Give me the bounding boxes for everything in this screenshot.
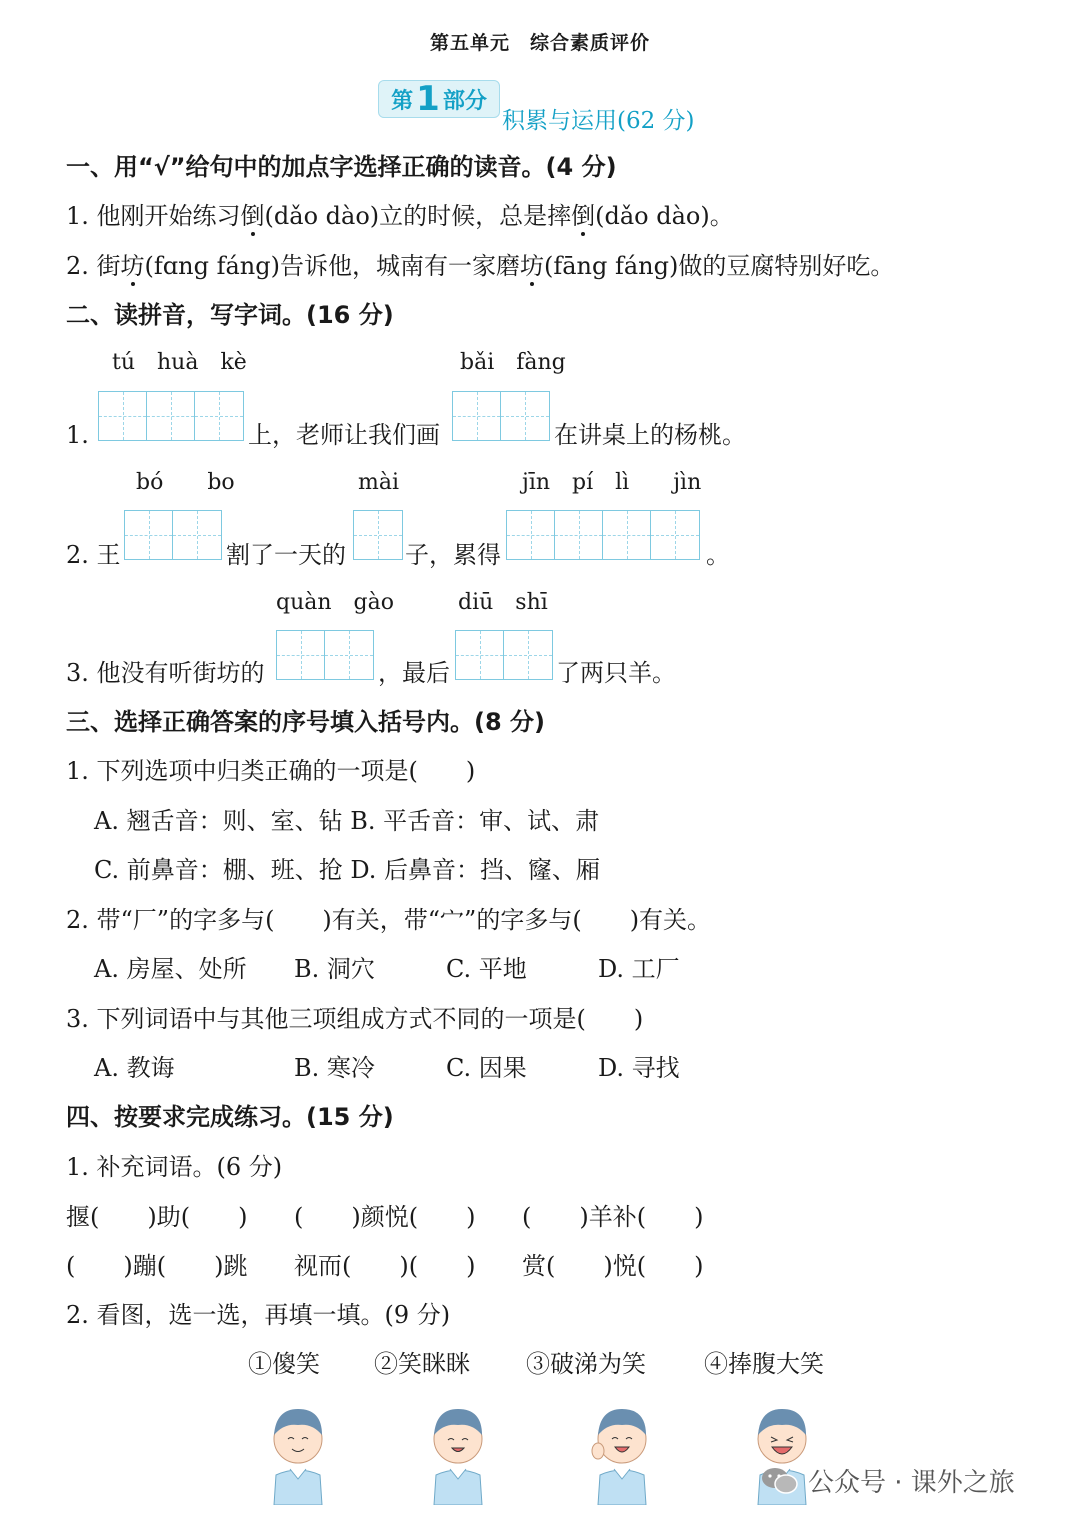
text: 3. 他没有听街坊的 — [66, 659, 265, 687]
page-title: 第五单元 综合素质评价 — [429, 32, 650, 54]
q3-options-cd: C. 前鼻音：棚、班、抢 D. 后鼻音：挡、窿、厢 — [94, 856, 601, 884]
pinyin: tú huà kè — [112, 350, 247, 375]
option: C. 因果 — [446, 1054, 527, 1082]
text: 1. 他刚开始练习 — [66, 202, 241, 230]
watermark — [760, 1462, 1015, 1499]
text: 上，老师让我们画 — [248, 421, 440, 449]
q3-question-2: 2. 带“厂”的字多与( )有关，带“宀”的字多与( )有关。 — [66, 906, 712, 934]
fill-idiom: ( )羊补( ) — [522, 1203, 704, 1231]
text: ，最后 — [378, 659, 450, 687]
fill-idiom: ( )蹦( )跳 — [66, 1252, 248, 1280]
item-number: 1. — [66, 421, 89, 449]
writing-grid[interactable] — [452, 391, 550, 441]
part-title: 积累与运用(62 分) — [502, 108, 695, 134]
writing-grid[interactable] — [98, 391, 244, 441]
fill-idiom: 赏( )悦( ) — [522, 1252, 704, 1280]
option: D. 工厂 — [598, 955, 680, 983]
wechat-icon — [760, 1465, 800, 1497]
writing-grid[interactable] — [455, 630, 553, 680]
option: D. 寻找 — [598, 1054, 680, 1082]
option: B. 寒冷 — [294, 1054, 375, 1082]
pinyin: quàn gào — [276, 590, 394, 615]
writing-grid[interactable] — [353, 510, 403, 560]
text: 2. 街 — [66, 252, 121, 280]
text: 割了一天的 — [226, 541, 346, 569]
text: (fɑng fáng)告诉他，城南有一家磨 — [144, 252, 520, 280]
pinyin: jīn pí lì jìn — [522, 470, 702, 495]
text: 2. 王 — [66, 541, 121, 569]
option: B. 洞穴 — [294, 955, 375, 983]
q4-sub-1: 1. 补充词语。(6 分) — [66, 1153, 283, 1181]
boy-crying-laughing-illustration — [590, 1395, 654, 1505]
picture-option: ③破涕为笑 — [526, 1350, 646, 1378]
q4-heading: 四、按要求完成练习。(15 分) — [66, 1103, 394, 1131]
writing-grid[interactable] — [276, 630, 374, 680]
badge-suffix: 部分 — [442, 88, 487, 114]
option: A. 房屋、处所 — [94, 955, 247, 983]
option: A. 教诲 — [94, 1054, 175, 1082]
writing-grid[interactable] — [506, 510, 700, 560]
picture-option: ①傻笑 — [248, 1350, 320, 1378]
q1-heading: 一、用“√”给句中的加点字选择正确的读音。(4 分) — [66, 153, 617, 181]
text: 子，累得 — [405, 541, 501, 569]
watermark-text: 公众号 · 课外之旅 — [808, 1468, 1015, 1498]
boy-smiling-eyes-illustration — [426, 1395, 490, 1505]
text: (fāng fáng)做的豆腐特别好吃。 — [543, 252, 895, 280]
writing-grid[interactable] — [124, 510, 222, 560]
q4-sub-2: 2. 看图，选一选，再填一填。(9 分) — [66, 1301, 451, 1329]
q1-sentence-2 — [66, 251, 894, 281]
fill-idiom: ( )颜悦( ) — [294, 1203, 476, 1231]
badge-prefix: 第 — [391, 88, 414, 114]
q1-sentence-1 — [66, 201, 734, 231]
q2-heading: 二、读拼音，写字词。(16 分) — [66, 301, 394, 329]
dotted-char: 坊 — [519, 252, 544, 280]
q3-question-3: 3. 下列词语中与其他三项组成方式不同的一项是( ) — [66, 1005, 644, 1033]
text: 在讲桌上的杨桃。 — [554, 421, 746, 449]
picture-option: ④捧腹大笑 — [704, 1350, 824, 1378]
fill-idiom: 视而( )( ) — [294, 1252, 476, 1280]
picture-option: ②笑眯眯 — [374, 1350, 470, 1378]
dotted-char: 倒 — [571, 202, 596, 230]
text: 了两只羊。 — [556, 659, 676, 687]
fill-idiom: 揠( )助( ) — [66, 1203, 248, 1231]
text: (dǎo dào)。 — [595, 202, 734, 230]
dotted-char: 倒 — [240, 202, 265, 230]
text: 。 — [706, 541, 730, 569]
option: C. 平地 — [446, 955, 527, 983]
part-badge — [378, 80, 500, 118]
text: (dǎo dào)立的时候，总是摔 — [264, 202, 572, 230]
pinyin: bǎi fàng — [460, 350, 566, 375]
boy-smiling-illustration — [266, 1395, 330, 1505]
pinyin: bó bo — [136, 470, 235, 495]
q3-options-ab: A. 翘舌音：则、室、钻 B. 平舌音：审、试、肃 — [94, 807, 600, 835]
q3-heading: 三、选择正确答案的序号填入括号内。(8 分) — [66, 708, 545, 736]
badge-number: 1 — [416, 79, 440, 119]
pinyin: mài — [358, 470, 400, 495]
dotted-char: 坊 — [120, 252, 145, 280]
q3-question-1: 1. 下列选项中归类正确的一项是( ) — [66, 757, 476, 785]
pinyin: diū shī — [458, 590, 548, 615]
